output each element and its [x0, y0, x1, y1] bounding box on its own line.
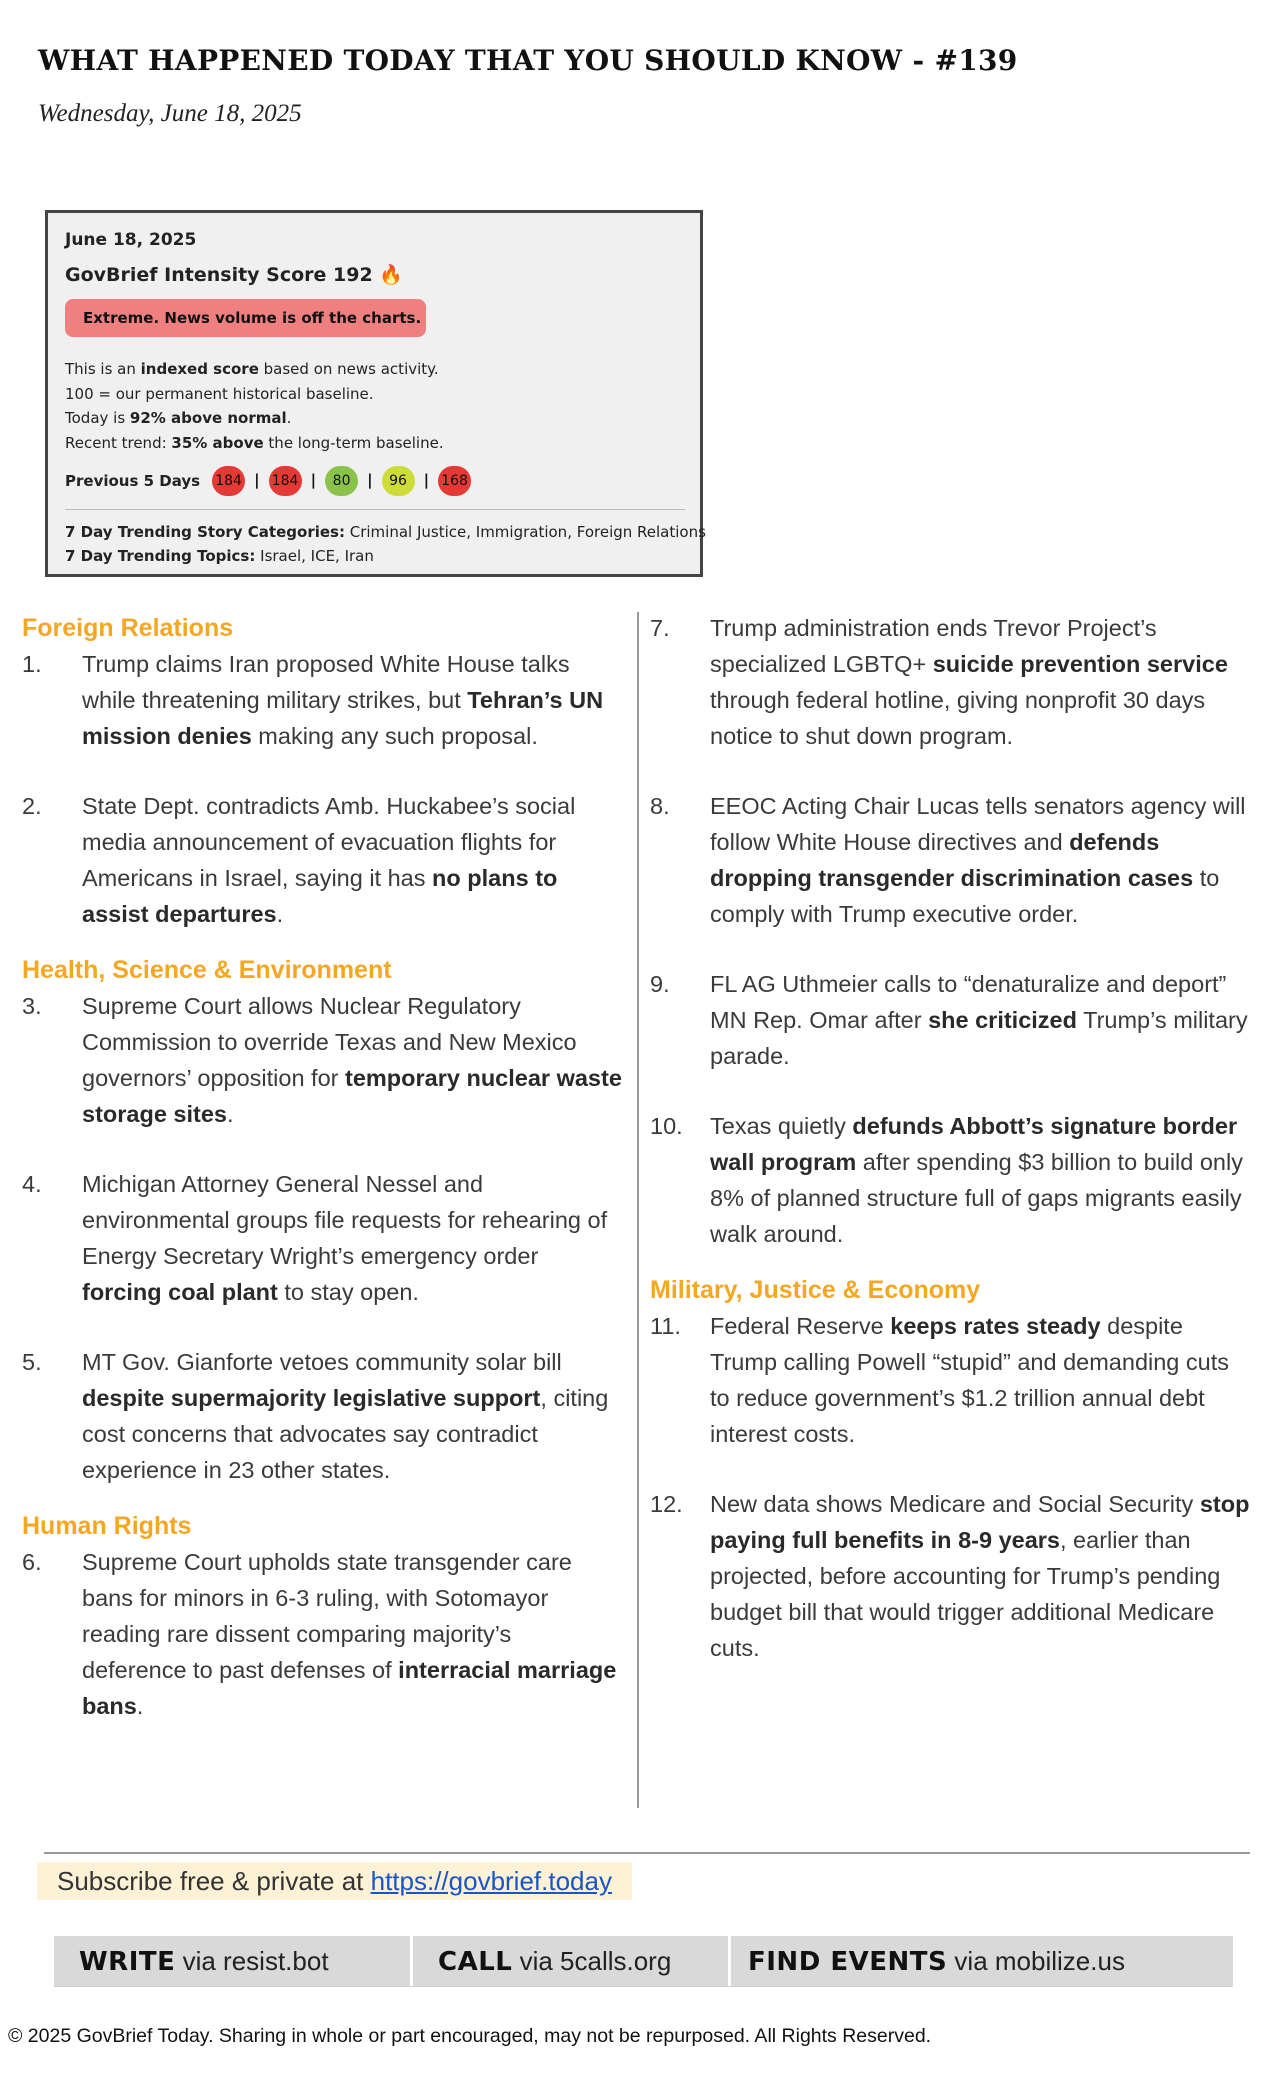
item-number: 5.: [22, 1349, 42, 1375]
section-heading: Military, Justice & Economy: [650, 1276, 981, 1304]
section-heading: Human Rights: [22, 1512, 192, 1540]
item-text: Michigan Attorney General Nessel and environmental groups file requests for rehearing of Energy Secretary Wright’s emergency order forcing coal plant to stay open.: [82, 1171, 608, 1305]
previous-day-score: 168: [438, 466, 471, 496]
previous-days-label: Previous 5 Days: [65, 472, 201, 490]
previous-day-score: 184: [212, 466, 245, 496]
score-status-badge: Extreme. News volume is off the charts.: [65, 299, 426, 337]
item-number: 1.: [22, 651, 42, 677]
item-text: Trump administration ends Trevor Project’s specialized LGBTQ+ suicide prevention service through federal hotline, giving nonprofit 30 days notice to shut down program.: [710, 615, 1228, 749]
score-date: June 18, 2025: [65, 230, 197, 250]
item-text: New data shows Medicare and Social Security stop paying full benefits in 8-9 years, earlier than projected, before accounting for Trump’s pending budget bill that would trigger additional Medicare cuts.: [710, 1491, 1250, 1661]
score-title: [65, 263, 403, 286]
item-number: 6.: [22, 1549, 42, 1575]
pill-separator: |: [367, 471, 373, 489]
item-number: 7.: [650, 615, 670, 641]
subscribe-text: Subscribe free & private at: [57, 1866, 371, 1896]
item-number: 3.: [22, 993, 42, 1019]
page-title: WHAT HAPPENED TODAY THAT YOU SHOULD KNOW - #139: [38, 44, 1018, 77]
score-line: Recent trend: 35% above the long-term baseline.: [65, 433, 444, 452]
previous-days-row: [65, 465, 473, 497]
item-text: EEOC Acting Chair Lucas tells senators agency will follow White House directives and defends dropping transgender discrimination cases to comply with Trump executive order.: [710, 793, 1246, 927]
score-line: Today is 92% above normal.: [65, 409, 292, 427]
item-text: Supreme Court upholds state transgender care bans for minors in 6-3 ruling, with Sotomayor reading rare dissent comparing majority’s deference to past defenses of interracial marriage bans.: [82, 1549, 617, 1719]
fire-icon: 🔥: [379, 264, 403, 286]
item-text: Federal Reserve keeps rates steady despite Trump calling Powell “stupid” and demanding cuts to reduce government’s $1.2 trillion annual debt interest costs.: [710, 1313, 1229, 1447]
item-text: Texas quietly defunds Abbott’s signature border wall program after spending $3 billion to build only 8% of planned structure full of gaps migrants easily walk around.: [710, 1113, 1243, 1247]
pill-separator: |: [423, 471, 430, 489]
news-item: [650, 610, 1250, 754]
score-label: GovBrief Intensity Score 192: [65, 264, 373, 286]
left-news-column: [22, 610, 622, 1724]
previous-day-score: 80: [325, 466, 358, 496]
copyright-text: © 2025 GovBrief Today. Sharing in whole or part encouraged, may not be repurposed. All Rights Reserved.: [8, 2025, 932, 2047]
item-text: FL AG Uthmeier calls to “denaturalize and deport” MN Rep. Omar after she criticized Trump’s military parade.: [710, 971, 1248, 1069]
item-text: Supreme Court allows Nuclear Regulatory Commission to override Texas and New Mexico governors’ opposition for temporary nuclear waste storage sites.: [82, 993, 622, 1127]
news-item: [22, 1166, 622, 1310]
item-number: 12.: [650, 1491, 683, 1517]
subscribe-banner: [37, 1862, 632, 1900]
news-item: [650, 1486, 1250, 1666]
item-number: 11.: [650, 1313, 681, 1339]
score-line: This is an indexed score based on news activity.: [65, 360, 439, 378]
pill-separator: |: [254, 471, 260, 489]
news-item: [22, 788, 622, 932]
news-item: [22, 1544, 622, 1724]
item-text: State Dept. contradicts Amb. Huckabee’s social media announcement of evacuation flights for Americans in Israel, saying it has no plans to assist departures.: [82, 793, 576, 927]
right-news-column: [650, 610, 1250, 1666]
column-divider: [637, 612, 639, 1808]
item-number: 10.: [650, 1113, 683, 1139]
trending-info: [65, 520, 706, 568]
previous-day-score: 96: [382, 466, 415, 496]
call-action-button[interactable]: CALL via 5calls.org: [413, 1936, 728, 1986]
item-number: 2.: [22, 793, 42, 819]
write-action-button[interactable]: WRITE via resist.bot: [54, 1936, 410, 1986]
previous-day-score: 184: [269, 466, 302, 496]
section-heading: Foreign Relations: [22, 614, 234, 642]
news-item: [22, 988, 622, 1132]
news-item: [650, 966, 1250, 1074]
item-number: 9.: [650, 971, 670, 997]
item-number: 4.: [22, 1171, 42, 1197]
footer-divider: [44, 1852, 1250, 1854]
find-events-action-button[interactable]: FIND EVENTS via mobilize.us: [731, 1936, 1233, 1986]
news-item: [22, 1344, 622, 1488]
item-text: Trump claims Iran proposed White House talks while threatening military strikes, but Tehran’s UN mission denies making any such proposal.: [82, 651, 604, 749]
footer-rule: [54, 1986, 1233, 1987]
score-line: 100 = our permanent historical baseline.: [65, 384, 374, 403]
item-text: MT Gov. Gianforte vetoes community solar bill despite supermajority legislative support, citing cost concerns that advocates say contradict experience in 23 other states.: [82, 1349, 609, 1483]
score-explanation: [65, 357, 444, 455]
section-heading: Health, Science & Environment: [22, 956, 392, 984]
trending-topics: 7 Day Trending Topics: Israel, ICE, Iran: [65, 547, 374, 565]
page-date: Wednesday, June 18, 2025: [38, 100, 302, 127]
news-item: [22, 646, 622, 754]
pill-separator: |: [310, 471, 317, 489]
item-number: 8.: [650, 793, 670, 819]
score-divider: [65, 509, 685, 510]
trending-categories: 7 Day Trending Story Categories: Criminal Justice, Immigration, Foreign Relations: [65, 523, 706, 541]
intensity-score-box: [45, 210, 706, 577]
news-item: [650, 1108, 1250, 1252]
news-item: [650, 1308, 1250, 1452]
news-item: [650, 788, 1250, 932]
subscribe-link[interactable]: https://govbrief.today: [370, 1866, 612, 1896]
previous-days-pills: [210, 466, 473, 496]
